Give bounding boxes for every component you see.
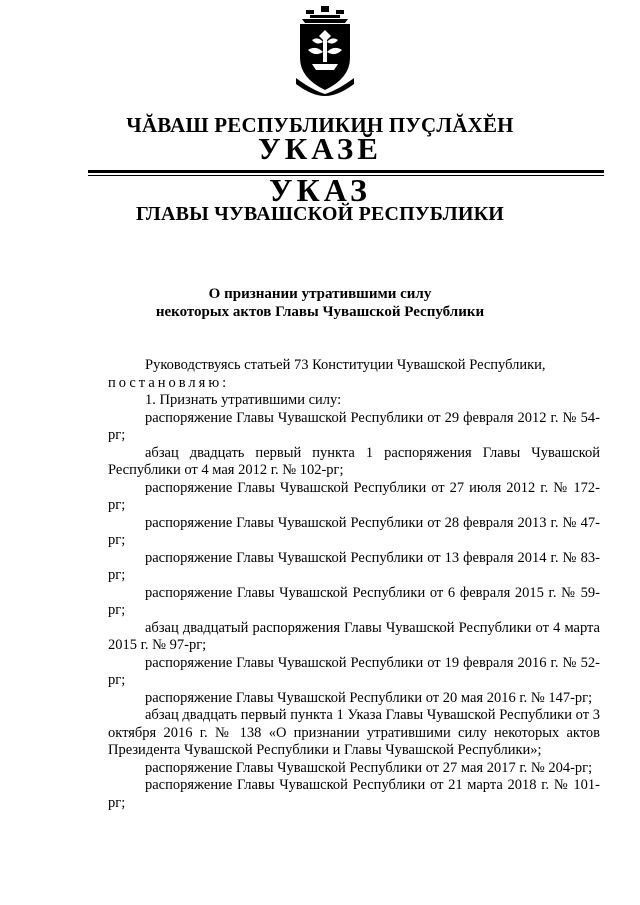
header-chuvash-line: ЧĂВАШ РЕСПУБЛИКИН ПУÇЛĂХĔН bbox=[126, 113, 514, 137]
repealed-act-item: абзац двадцатый распоряжения Главы Чувашской Республики от 4 марта 2015 г. № 97-рг; bbox=[108, 619, 600, 653]
decree-verb: постановляю: bbox=[108, 374, 230, 391]
repealed-act-item: распоряжение Главы Чувашской Республики от 27 мая 2017 г. № 204-рг; bbox=[145, 759, 593, 776]
document-title-line: некоторых актов Главы Чувашской Республики bbox=[155, 304, 485, 320]
item-1-heading: 1. Признать утратившими силу: bbox=[145, 392, 342, 408]
header-russian-line: ГЛАВЫ ЧУВАШСКОЙ РЕСПУБЛИКИ bbox=[135, 203, 505, 225]
repealed-act-item: распоряжение Главы Чувашской Республики от 19 февраля 2016 г. № 52-рг; bbox=[108, 654, 600, 688]
header-chuvash-decree-word: УКАЗĔ bbox=[258, 131, 382, 166]
repealed-act-item: распоряжение Главы Чувашской Республики от 20 мая 2016 г. № 147-рг; bbox=[145, 689, 593, 706]
document-body bbox=[108, 357, 600, 812]
repealed-act-item: распоряжение Главы Чувашской Республики от 27 июля 2012 г. № 172-рг; bbox=[108, 479, 600, 513]
document-title bbox=[0, 285, 640, 321]
repealed-act-item: распоряжение Главы Чувашской Республики от 6 февраля 2015 г. № 59-рг; bbox=[108, 584, 600, 618]
intro-paragraph: Руководствуясь статьей 73 Конституции Чувашской Республики, bbox=[145, 357, 546, 373]
repealed-act-item: абзац двадцать первый пункта 1 Указа Главы Чувашской Республики от 3 октября 2016 г. № 138 «О признании утратившими силу некоторых актов Президента Чувашской Республики и Главы Чувашской Республики»; bbox=[108, 707, 600, 758]
header-russian-decree-word: УКАЗ bbox=[269, 172, 371, 208]
repealed-act-item: абзац двадцать первый пункта 1 распоряжения Главы Чувашской Республики от 4 мая 2012 г. № 102-рг; bbox=[108, 444, 600, 478]
repealed-act-item: распоряжение Главы Чувашской Республики от 29 февраля 2012 г. № 54-рг; bbox=[108, 409, 600, 443]
document-title-line: О признании утратившими силу bbox=[208, 286, 432, 302]
coat-of-arms-emblem bbox=[292, 6, 358, 96]
repealed-act-item: распоряжение Главы Чувашской Республики от 21 марта 2018 г. № 101-рг; bbox=[108, 777, 600, 811]
repealed-act-item: распоряжение Главы Чувашской Республики от 13 февраля 2014 г. № 83-рг; bbox=[108, 549, 600, 583]
repealed-act-item: распоряжение Главы Чувашской Республики от 28 февраля 2013 г. № 47-рг; bbox=[108, 514, 600, 548]
